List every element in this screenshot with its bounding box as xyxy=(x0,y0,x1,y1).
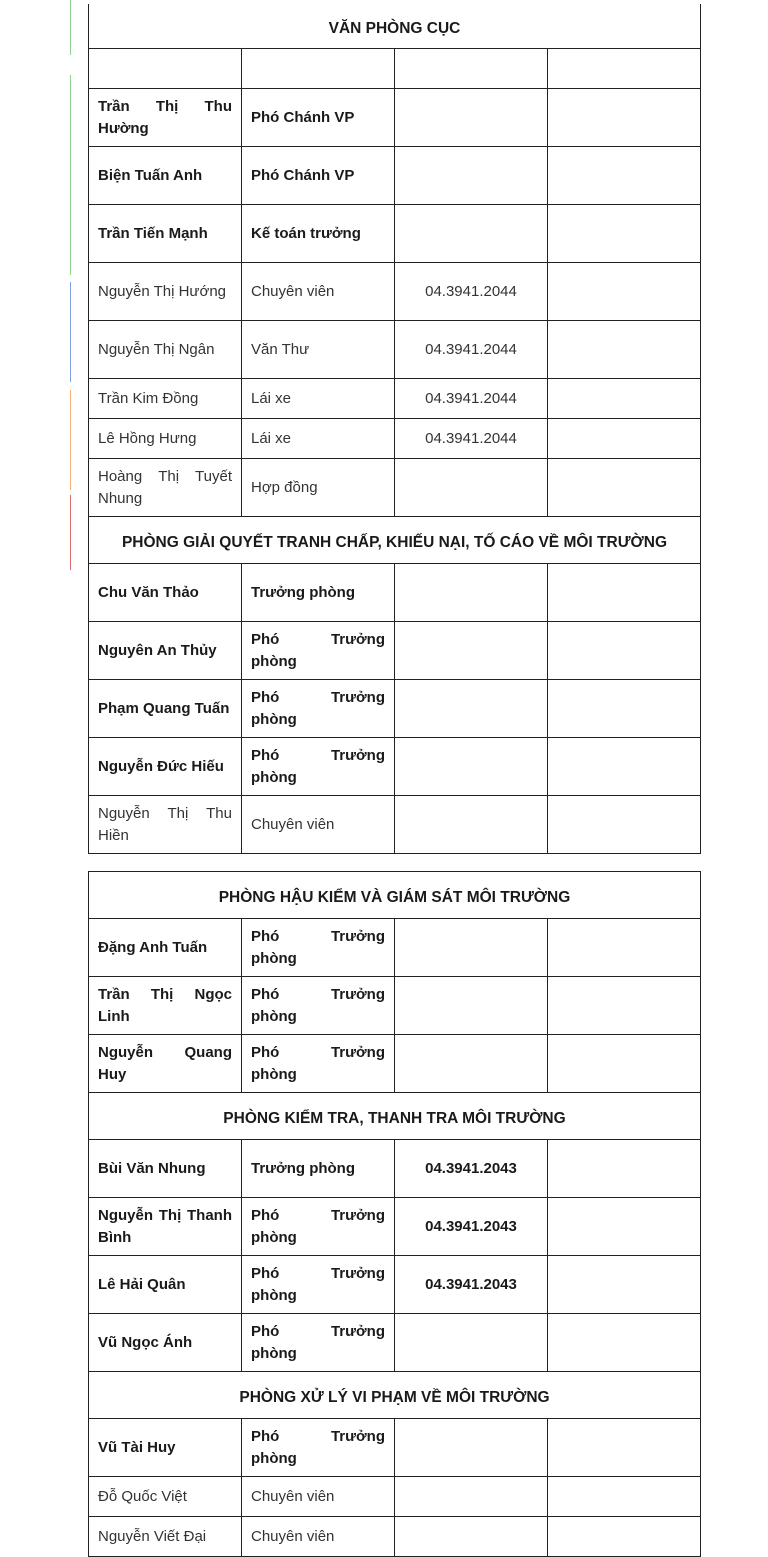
staff-note xyxy=(548,1140,701,1198)
staff-note xyxy=(548,379,701,419)
table-row xyxy=(89,1419,701,1477)
staff-position: Lái xe xyxy=(242,379,395,419)
section-header-row xyxy=(89,517,701,564)
staff-phone xyxy=(395,205,548,263)
staff-note xyxy=(548,205,701,263)
staff-phone xyxy=(395,622,548,680)
staff-phone xyxy=(395,680,548,738)
staff-name: Trần Kim Đồng xyxy=(89,379,242,419)
table-row xyxy=(89,147,701,205)
staff-position: Phó Trưởng phòng xyxy=(242,1198,395,1256)
staff-name: Hoàng Thị Tuyết Nhung xyxy=(89,459,242,517)
staff-name: Nguyễn Quang Huy xyxy=(89,1035,242,1093)
staff-phone xyxy=(395,1314,548,1372)
staff-position: Phó Trưởng phòng xyxy=(242,1314,395,1372)
staff-position: Phó Trưởng phòng xyxy=(242,680,395,738)
staff-name: Biện Tuấn Anh xyxy=(89,147,242,205)
staff-note xyxy=(548,1035,701,1093)
staff-phone: 04.3941.2044 xyxy=(395,263,548,321)
table-row xyxy=(89,419,701,459)
table-row xyxy=(89,459,701,517)
table-row xyxy=(89,977,701,1035)
staff-position: Phó Trưởng phòng xyxy=(242,977,395,1035)
staff-name: Đỗ Quốc Việt xyxy=(89,1477,242,1517)
staff-phone: 04.3941.2043 xyxy=(395,1140,548,1198)
staff-position: Phó Chánh VP xyxy=(242,147,395,205)
staff-note xyxy=(548,1198,701,1256)
section-title: VĂN PHÒNG CỤC xyxy=(89,4,701,49)
staff-position: Kế toán trưởng xyxy=(242,205,395,263)
staff-name: Đặng Anh Tuấn xyxy=(89,919,242,977)
staff-note xyxy=(548,1517,701,1557)
staff-name: Chu Văn Thảo xyxy=(89,564,242,622)
staff-phone: 04.3941.2044 xyxy=(395,321,548,379)
table-row xyxy=(89,205,701,263)
staff-name: Nguyên An Thủy xyxy=(89,622,242,680)
staff-note xyxy=(548,89,701,147)
staff-phone: 04.3941.2044 xyxy=(395,419,548,459)
table-row xyxy=(89,1198,701,1256)
staff-name: Nguyễn Thị Thanh Bình xyxy=(89,1198,242,1256)
staff-name: Vũ Tài Huy xyxy=(89,1419,242,1477)
table-row xyxy=(89,919,701,977)
section-header-row xyxy=(89,1372,701,1419)
table-row xyxy=(89,680,701,738)
staff-position: Chuyên viên xyxy=(242,1517,395,1557)
staff-position: Phó Trưởng phòng xyxy=(242,1419,395,1477)
staff-name: Lê Hải Quân xyxy=(89,1256,242,1314)
margin-change-marks xyxy=(70,0,72,580)
staff-note xyxy=(548,564,701,622)
staff-name: Trần Thị Thu Hường xyxy=(89,89,242,147)
staff-position: Chuyên viên xyxy=(242,796,395,854)
staff-position: Hợp đồng xyxy=(242,459,395,517)
section-header-row xyxy=(89,1093,701,1140)
staff-note xyxy=(548,680,701,738)
staff-name: Bùi Văn Nhung xyxy=(89,1140,242,1198)
section-title: PHÒNG XỬ LÝ VI PHẠM VỀ MÔI TRƯỜNG xyxy=(89,1372,701,1419)
staff-note xyxy=(548,1477,701,1517)
staff-phone xyxy=(395,1517,548,1557)
staff-position: Phó Trưởng phòng xyxy=(242,738,395,796)
margin-mark-red xyxy=(70,495,71,570)
table-row xyxy=(89,1517,701,1557)
staff-name: Nguyễn Viết Đại xyxy=(89,1517,242,1557)
staff-position: Lái xe xyxy=(242,419,395,459)
table-row xyxy=(89,622,701,680)
staff-position: Phó Chánh VP xyxy=(242,89,395,147)
section-header-row xyxy=(89,872,701,919)
table-row xyxy=(89,738,701,796)
staff-position: Phó Trưởng phòng xyxy=(242,1035,395,1093)
section-header-row xyxy=(89,4,701,49)
staff-phone xyxy=(395,1477,548,1517)
table-row xyxy=(89,89,701,147)
staff-note xyxy=(548,738,701,796)
staff-name: Nguyễn Đức Hiếu xyxy=(89,738,242,796)
table-row xyxy=(89,321,701,379)
staff-position: Trưởng phòng xyxy=(242,1140,395,1198)
staff-note xyxy=(548,147,701,205)
margin-mark-green xyxy=(70,75,71,275)
staff-phone xyxy=(395,147,548,205)
table-row xyxy=(89,379,701,419)
staff-note xyxy=(548,459,701,517)
staff-name: Trần Thị Ngọc Linh xyxy=(89,977,242,1035)
staff-phone xyxy=(395,738,548,796)
section-title: PHÒNG HẬU KIỂM VÀ GIÁM SÁT MÔI TRƯỜNG xyxy=(89,872,701,919)
staff-phone xyxy=(395,89,548,147)
margin-mark-blue xyxy=(70,282,71,382)
staff-note xyxy=(548,796,701,854)
staff-note xyxy=(548,419,701,459)
staff-phone xyxy=(395,1419,548,1477)
staff-name: Nguyễn Thị Ngân xyxy=(89,321,242,379)
staff-note xyxy=(548,622,701,680)
staff-phone xyxy=(395,459,548,517)
section-title: PHÒNG KIỂM TRA, THANH TRA MÔI TRƯỜNG xyxy=(89,1093,701,1140)
staff-note xyxy=(548,321,701,379)
staff-phone xyxy=(395,919,548,977)
staff-position: Chuyên viên xyxy=(242,263,395,321)
staff-note xyxy=(548,1314,701,1372)
table-row xyxy=(89,263,701,321)
staff-note xyxy=(548,49,701,89)
staff-name: Nguyễn Thị Thu Hiền xyxy=(89,796,242,854)
staff-name xyxy=(89,49,242,89)
staff-position: Chuyên viên xyxy=(242,1477,395,1517)
table-row xyxy=(89,1140,701,1198)
table-row xyxy=(89,1035,701,1093)
table-row xyxy=(89,1256,701,1314)
staff-phone: 04.3941.2043 xyxy=(395,1198,548,1256)
section-title: PHÒNG GIẢI QUYẾT TRANH CHẤP, KHIẾU NẠI, TỐ CÁO VỀ MÔI TRƯỜNG xyxy=(89,517,701,564)
staff-phone xyxy=(395,564,548,622)
staff-table-1 xyxy=(88,4,701,854)
staff-position xyxy=(242,49,395,89)
staff-name: Vũ Ngọc Ánh xyxy=(89,1314,242,1372)
staff-phone xyxy=(395,796,548,854)
staff-phone: 04.3941.2043 xyxy=(395,1256,548,1314)
staff-note xyxy=(548,1419,701,1477)
staff-position: Phó Trưởng phòng xyxy=(242,919,395,977)
staff-note xyxy=(548,1256,701,1314)
staff-name: Trần Tiến Mạnh xyxy=(89,205,242,263)
staff-position: Trưởng phòng xyxy=(242,564,395,622)
staff-name: Lê Hồng Hưng xyxy=(89,419,242,459)
staff-table-2 xyxy=(88,871,701,1557)
table-row xyxy=(89,564,701,622)
margin-mark-green xyxy=(70,0,71,55)
staff-note xyxy=(548,919,701,977)
staff-phone xyxy=(395,977,548,1035)
staff-phone: 04.3941.2044 xyxy=(395,379,548,419)
staff-position: Văn Thư xyxy=(242,321,395,379)
table-row xyxy=(89,1314,701,1372)
staff-name: Phạm Quang Tuấn xyxy=(89,680,242,738)
staff-position: Phó Trưởng phòng xyxy=(242,1256,395,1314)
staff-note xyxy=(548,977,701,1035)
staff-position: Phó Trưởng phòng xyxy=(242,622,395,680)
staff-name: Nguyễn Thị Hướng xyxy=(89,263,242,321)
margin-mark-orange xyxy=(70,390,71,490)
staff-phone xyxy=(395,1035,548,1093)
staff-note xyxy=(548,263,701,321)
table-row xyxy=(89,796,701,854)
table-row xyxy=(89,49,701,89)
table-row xyxy=(89,1477,701,1517)
staff-phone xyxy=(395,49,548,89)
